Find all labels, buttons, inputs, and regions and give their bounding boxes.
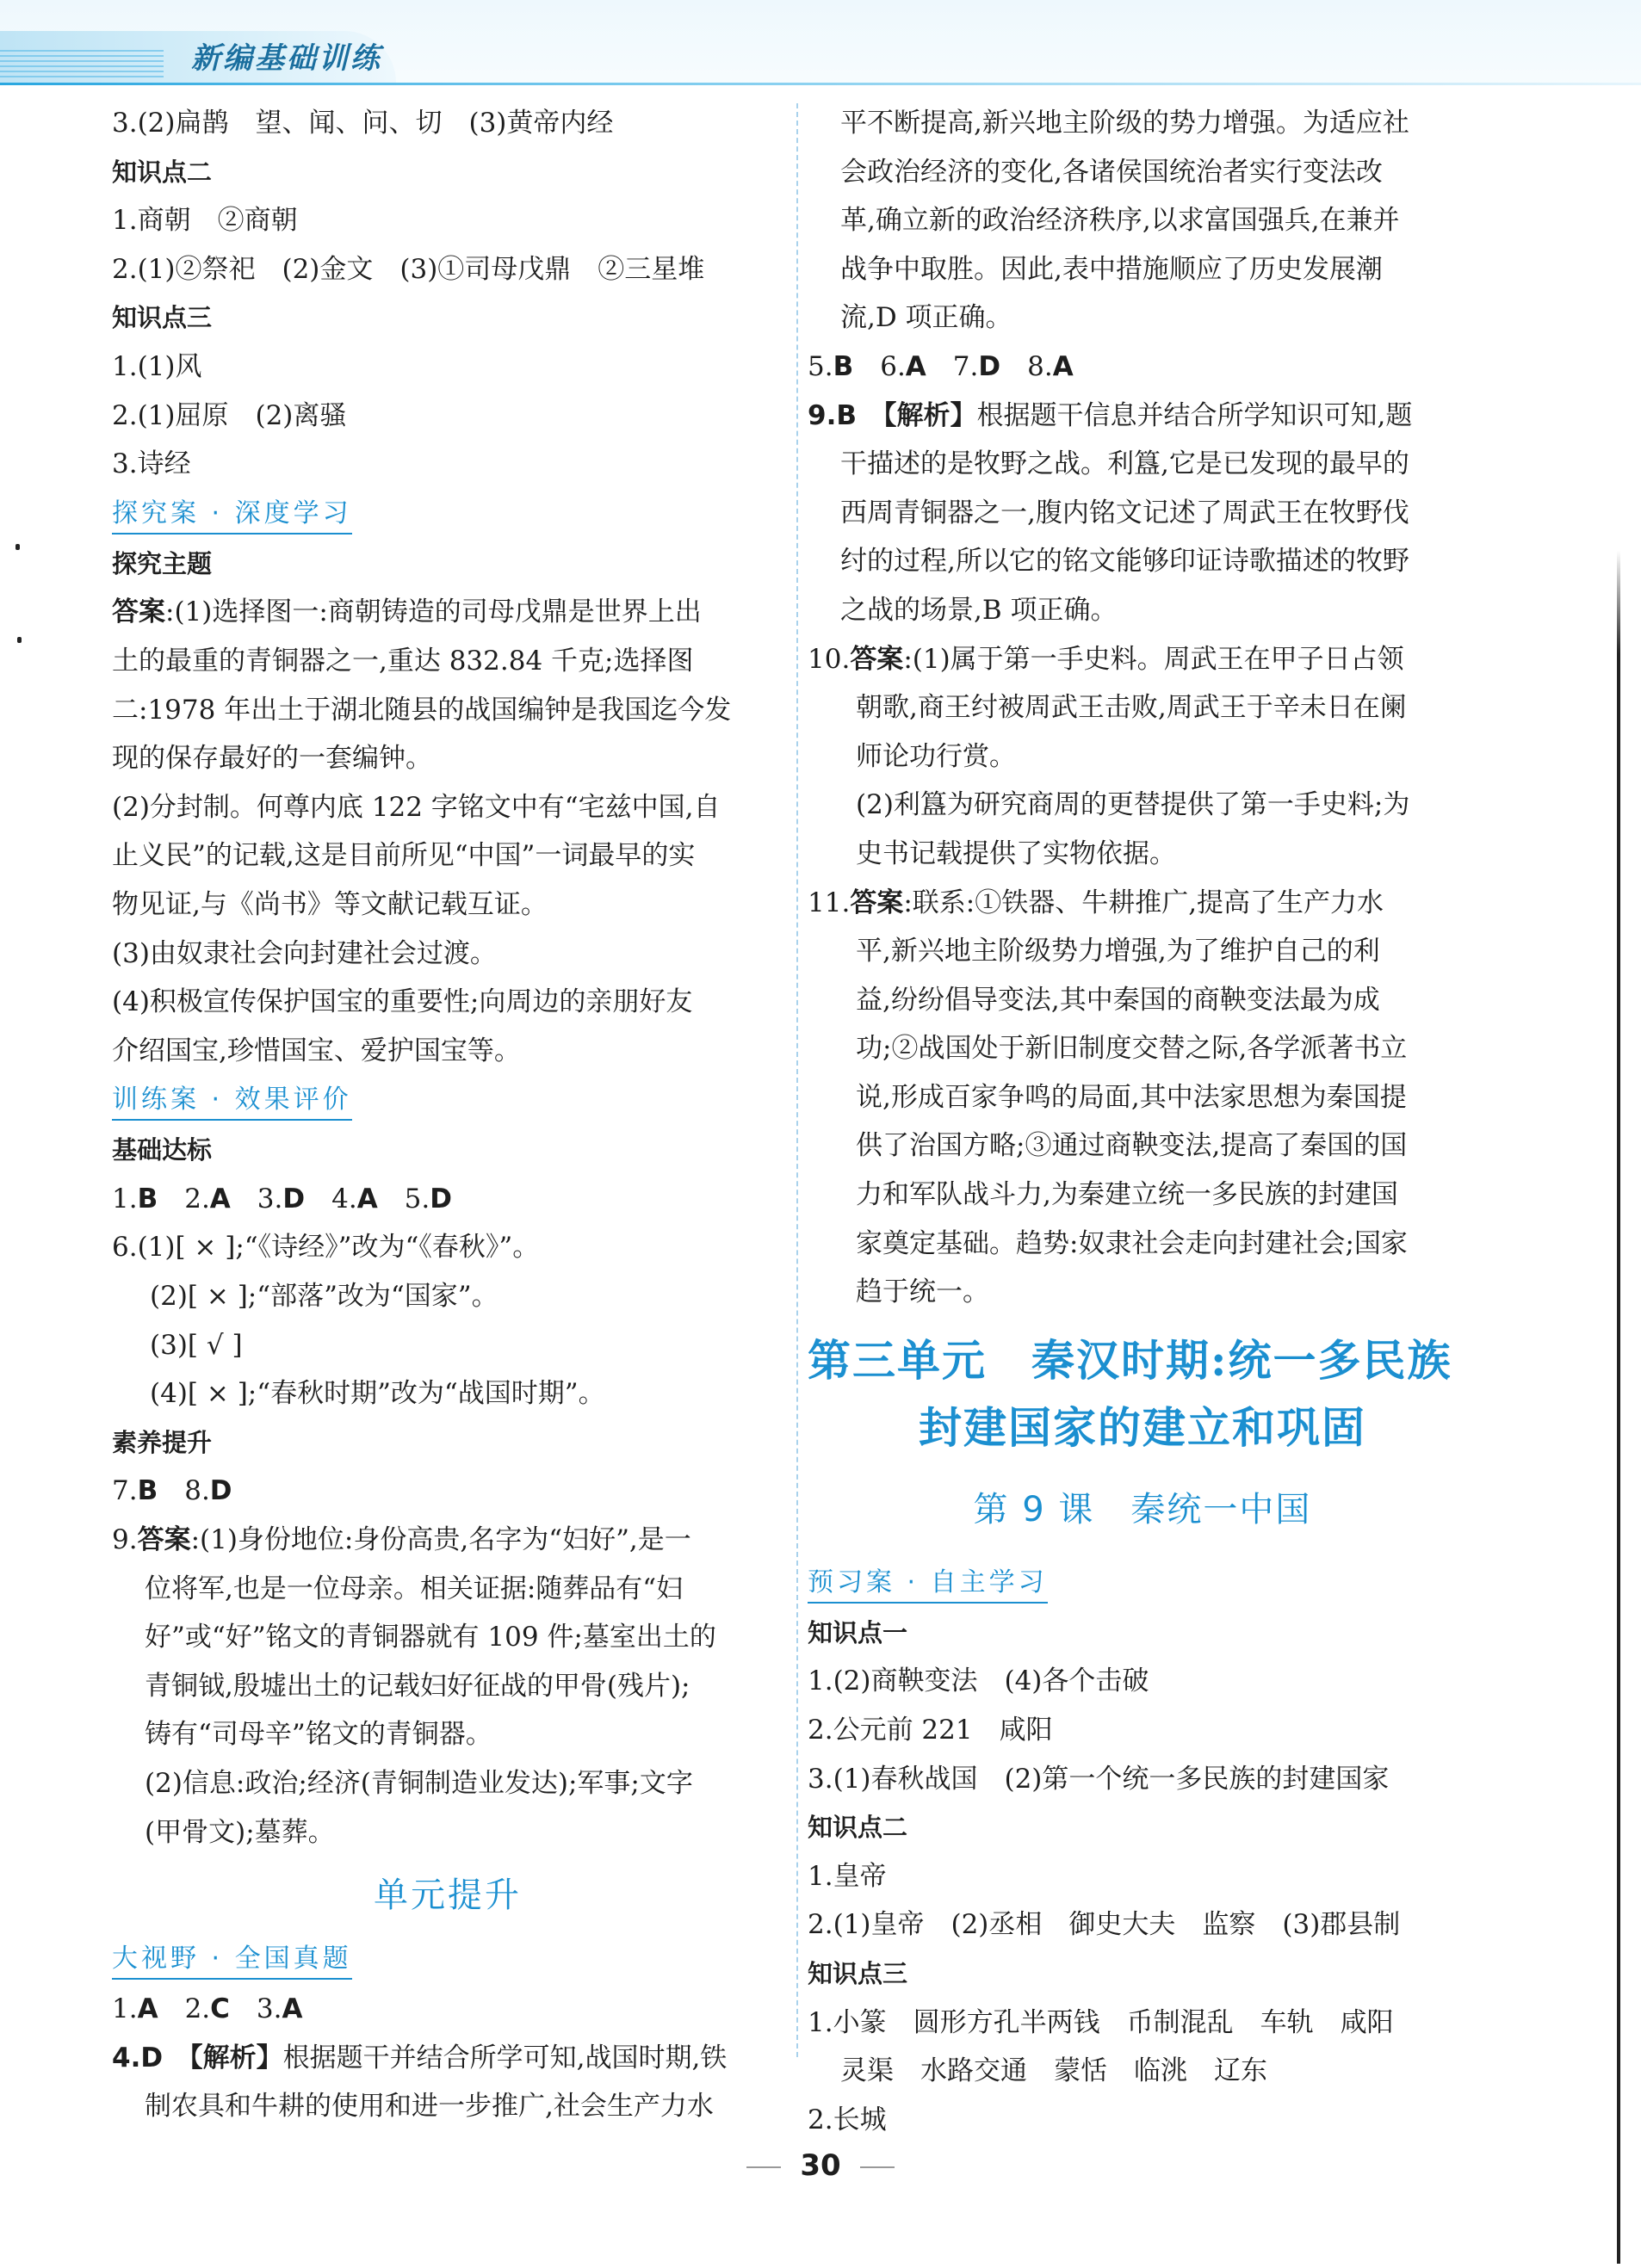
- line-text: (2)[ × ];“部落”改为“国家”。: [150, 1281, 498, 1313]
- text-line: [808, 1657, 1477, 1706]
- page-number: 30: [800, 2148, 841, 2183]
- line-text: 干描述的是牧野之战。利簋,它是已发现的最早的: [840, 448, 1409, 480]
- text-line: [808, 1073, 1477, 1122]
- section-label: [112, 489, 783, 540]
- line-text: 3.(2)扁鹊 望、闻、问、切 (3)黄帝内经: [112, 108, 614, 139]
- line-text: (3)由奴隶社会向封建社会过渡。: [112, 937, 497, 969]
- line-text: 位将军,也是一位母亲。相关证据:随葬品有“妇: [145, 1573, 684, 1604]
- text-line: [112, 99, 783, 148]
- text-line: [112, 1369, 783, 1418]
- text-line: [112, 1516, 783, 1565]
- line-text: (甲骨文);墓葬。: [145, 1816, 335, 1848]
- text-line: [808, 830, 1477, 879]
- text-line: [808, 196, 1477, 245]
- line-text: (3)[ √ ]: [150, 1329, 243, 1361]
- page-header: [0, 0, 1641, 84]
- text-line: [112, 1759, 783, 1808]
- line-text: 素养提升: [112, 1427, 213, 1457]
- bold-label: 【解析】: [189, 2042, 283, 2073]
- line-text: :(1)属于第一手史料。周武王在甲子日占领: [903, 643, 1404, 675]
- line-text: 基础达标: [112, 1135, 213, 1165]
- item-number: 9.B: [808, 399, 883, 431]
- line-text: 1.(2)商鞅变法 (4)各个击破: [808, 1665, 1149, 1697]
- line-text: (2)利簋为研究商周的更替提供了第一手史料;为: [856, 789, 1410, 821]
- answer-key-line: [112, 1467, 783, 1516]
- line-text: 益,纷纷倡导变法,其中秦国的商鞅变法最为成: [856, 984, 1380, 1016]
- unit-title: [808, 1394, 1477, 1462]
- line-text: 1.小篆 圆形方孔半两钱 币制混乱 车轨 咸阳: [808, 2006, 1394, 2038]
- text-line: [808, 1268, 1477, 1317]
- item-number: 9.: [112, 1524, 138, 1556]
- answer-key-line: [808, 343, 1477, 392]
- text-line: [112, 1710, 783, 1759]
- right-column: [808, 99, 1477, 2144]
- line-text: 供了治国方略;③通过商鞅变法,提高了秦国的国: [856, 1130, 1408, 1162]
- section-subheading: [112, 1126, 783, 1175]
- section-subheading: [112, 148, 783, 197]
- line-text: :(1)身份地位:身份高贵,名字为“妇好”,是一: [190, 1524, 691, 1556]
- text-line: [112, 637, 783, 686]
- line-text: 1.B 2.A 3.D 4.A 5.D: [112, 1183, 452, 1214]
- line-text: 封建国家的建立和巩固: [919, 1401, 1366, 1453]
- text-line: [808, 2096, 1477, 2145]
- line-text: 根据题干并结合所学可知,战国时期,铁: [282, 2042, 728, 2073]
- section-label: [112, 1075, 783, 1126]
- text-line: [112, 831, 783, 881]
- line-text: (2)信息:政治;经济(青铜制造业发达);军事;文字: [145, 1768, 693, 1799]
- page-number-dash-right: [860, 2166, 895, 2168]
- line-text: 1.A 2.C 3.A: [112, 1993, 303, 2025]
- text-line: [112, 1027, 783, 1076]
- text-line: [808, 1122, 1477, 1171]
- line-text: 青铜钺,殷墟出土的记载妇好征战的甲骨(残片);: [145, 1670, 690, 1702]
- header-stripes: [0, 50, 164, 79]
- line-text: 6.(1)[ × ];“《诗经》”改为“《春秋》”。: [112, 1232, 540, 1264]
- line-text: :联系:①铁器、牛耕推广,提高了生产力水: [903, 887, 1384, 918]
- text-line: [112, 1321, 783, 1370]
- line-text: 5.B 6.A 7.D 8.A: [808, 350, 1074, 382]
- line-text: 力和军队战斗力,为秦建立统一多民族的封建国: [856, 1179, 1398, 1211]
- line-text: 预习案 · 自主学习: [808, 1567, 1048, 1597]
- line-text: 史书记载提供了实物依据。: [856, 837, 1176, 869]
- text-line: [808, 683, 1477, 732]
- section-subheading: [112, 294, 783, 343]
- line-text: 3.诗经: [112, 448, 191, 480]
- line-text: 会政治经济的变化,各诸侯国统治者实行变法改: [840, 156, 1383, 188]
- line-text: (2)分封制。何尊内底 122 字铭文中有“宅兹中国,自: [112, 791, 721, 823]
- line-text: 流,D 项正确。: [840, 302, 1012, 334]
- section-label: [808, 1558, 1477, 1609]
- text-line: [808, 489, 1477, 538]
- text-line: [808, 392, 1477, 441]
- line-text: 纣的过程,所以它的铭文能够印证诗歌描述的牧野: [840, 546, 1409, 578]
- item-number: 11.: [808, 887, 851, 918]
- line-text: 知识点一: [808, 1617, 908, 1647]
- text-line: [808, 440, 1477, 489]
- line-text: 介绍国宝,珍惜国宝、爱护国宝等。: [112, 1035, 521, 1066]
- text-line: [112, 1272, 783, 1321]
- answer-key-line: [112, 1985, 783, 2034]
- section-subheading: [808, 1803, 1477, 1852]
- bold-label: 【解析】: [882, 399, 977, 431]
- line-text: 2.(1)②祭祀 (2)金文 (3)①司母戊鼎 ②三星堆: [112, 253, 705, 285]
- left-column: [112, 99, 783, 2131]
- section-subheading: [112, 1418, 783, 1468]
- text-line: [112, 440, 783, 489]
- line-text: 说,形成百家争鸣的局面,其中法家思想为秦国提: [856, 1081, 1407, 1113]
- text-line: [112, 2082, 783, 2131]
- page-number-dash-left: [746, 2166, 781, 2168]
- unit-title: [808, 1327, 1477, 1394]
- scan-speck: [17, 637, 22, 643]
- line-text: :(1)选择图一:商朝铸造的司母戊鼎是世界上出: [165, 596, 702, 628]
- text-line: [808, 879, 1477, 928]
- section-subheading: [808, 1609, 1477, 1658]
- text-line: [808, 1999, 1477, 2048]
- line-text: 知识点二: [112, 157, 213, 187]
- text-line: [112, 1808, 783, 1857]
- line-text: 根据题干信息并结合所学知识可知,题: [976, 399, 1413, 431]
- line-text: 功;②战国处于新旧制度交替之际,各学派著书立: [856, 1033, 1408, 1065]
- line-text: 师论功行赏。: [856, 740, 1016, 772]
- text-line: [808, 732, 1477, 782]
- page-number-area: [0, 2148, 1641, 2183]
- text-line: [808, 99, 1477, 148]
- text-line: [808, 1706, 1477, 1755]
- unit-review-heading: [112, 1857, 783, 1934]
- line-text: 知识点三: [112, 303, 213, 333]
- line-text: 之战的场景,B 项正确。: [840, 594, 1118, 626]
- line-text: (4)[ × ];“春秋时期”改为“战国时期”。: [150, 1378, 605, 1410]
- text-line: [112, 343, 783, 392]
- line-text: 2.长城: [808, 2104, 887, 2135]
- text-line: [112, 1662, 783, 1711]
- text-line: [808, 1220, 1477, 1269]
- line-text: 朝歌,商王纣被周武王击败,周武王于辛未日在阑: [856, 692, 1407, 724]
- text-line: [808, 1852, 1477, 1901]
- text-line: [808, 1024, 1477, 1073]
- text-line: [808, 245, 1477, 294]
- text-line: [808, 781, 1477, 830]
- line-text: 1.皇帝: [808, 1860, 887, 1892]
- text-line: [808, 635, 1477, 684]
- item-number: 4.D: [112, 2042, 190, 2073]
- lesson-title: [808, 1462, 1477, 1558]
- scan-speck: [15, 544, 20, 550]
- line-text: 家奠定基础。趋势:奴隶社会走向封建社会;国家: [856, 1227, 1408, 1259]
- text-line: [112, 734, 783, 783]
- text-line: [112, 2034, 783, 2083]
- line-text: 土的最重的青铜器之一,重达 832.84 千克;选择图: [112, 645, 694, 677]
- text-line: [808, 927, 1477, 976]
- text-line: [808, 1171, 1477, 1220]
- text-line: [112, 686, 783, 735]
- line-text: 1.商朝 ②商朝: [112, 205, 298, 237]
- text-line: [808, 148, 1477, 197]
- bold-label: 答案: [112, 596, 165, 628]
- scan-edge-line: [1617, 551, 1620, 2264]
- text-line: [808, 1755, 1477, 1804]
- line-text: 1.(1)风: [112, 350, 202, 382]
- text-line: [112, 1565, 783, 1614]
- text-line: [808, 976, 1477, 1025]
- item-number: 10.: [808, 643, 851, 675]
- text-line: [808, 537, 1477, 586]
- text-line: [112, 1613, 783, 1662]
- line-text: 2.(1)屈原 (2)离骚: [112, 399, 347, 431]
- header-rule: [0, 83, 1641, 85]
- text-line: [112, 783, 783, 832]
- line-text: 物见证,与《尚书》等文献记载互证。: [112, 888, 548, 920]
- line-text: 7.B 8.D: [112, 1475, 232, 1507]
- text-line: [112, 196, 783, 245]
- section-subheading: [808, 1950, 1477, 1999]
- line-text: 单元提升: [374, 1876, 522, 1916]
- text-line: [112, 1223, 783, 1272]
- text-line: [808, 2047, 1477, 2096]
- line-text: 铸有“司母辛”铭文的青铜器。: [145, 1719, 492, 1751]
- answer-key-line: [112, 1175, 783, 1224]
- line-text: (4)积极宣传保护国宝的重要性;向周边的亲朋好友: [112, 986, 693, 1018]
- line-text: 灵渠 水路交通 蒙恬 临洮 辽东: [840, 2055, 1267, 2087]
- text-line: [112, 245, 783, 294]
- line-text: 2.(1)皇帝 (2)丞相 御史大夫 监察 (3)郡县制: [808, 1909, 1401, 1941]
- line-text: 第三单元 秦汉时期:统一多民族: [808, 1334, 1452, 1386]
- line-text: 平,新兴地主阶级势力增强,为了维护自己的利: [856, 936, 1380, 967]
- line-text: 好”或“好”铭文的青铜器就有 109 件;墓室出土的: [145, 1622, 716, 1653]
- line-text: 探究主题: [112, 548, 213, 578]
- line-text: 平不断提高,新兴地主阶级的势力增强。为适应社: [840, 108, 1409, 139]
- line-text: 二:1978 年出土于湖北随县的战国编钟是我国迄今发: [112, 694, 732, 726]
- line-text: 革,确立新的政治经济秩序,以求富国强兵,在兼并: [840, 205, 1400, 237]
- text-line: [808, 1900, 1477, 1950]
- bold-label: 答案: [850, 887, 904, 918]
- line-text: 制农具和牛耕的使用和进一步推广,社会生产力水: [145, 2091, 714, 2123]
- line-text: 大视野 · 全国真题: [112, 1944, 352, 1974]
- line-text: 训练案 · 效果评价: [112, 1085, 352, 1115]
- line-text: 知识点三: [808, 1959, 908, 1988]
- line-text: 知识点二: [808, 1813, 908, 1843]
- line-text: 趋于统一。: [856, 1276, 989, 1308]
- bold-label: 答案: [137, 1524, 191, 1556]
- text-line: [112, 978, 783, 1027]
- line-text: 止义民”的记载,这是目前所见“中国”一词最早的实: [112, 840, 696, 872]
- line-text: 西周青铜器之一,腹内铭文记述了周武王在牧野伐: [840, 497, 1409, 528]
- book-series-title: 新编基础训练: [191, 41, 382, 76]
- text-line: [112, 881, 783, 930]
- line-text: 2.公元前 221 咸阳: [808, 1715, 1053, 1746]
- line-text: 第 9 课 秦统一中国: [973, 1489, 1312, 1530]
- bold-label: 答案: [850, 643, 904, 675]
- line-text: 3.(1)春秋战国 (2)第一个统一多民族的封建国家: [808, 1763, 1390, 1795]
- text-line: [808, 586, 1477, 635]
- text-line: [112, 392, 783, 441]
- line-text: 探究案 · 深度学习: [112, 497, 352, 528]
- text-line: [808, 294, 1477, 343]
- text-line: [112, 930, 783, 979]
- line-text: 战争中取胜。因此,表中措施顺应了历史发展潮: [840, 253, 1383, 285]
- line-text: 现的保存最好的一套编钟。: [112, 743, 432, 775]
- text-line: [112, 588, 783, 637]
- section-subheading: [112, 540, 783, 589]
- column-divider: [796, 103, 798, 2057]
- section-label: [112, 1934, 783, 1985]
